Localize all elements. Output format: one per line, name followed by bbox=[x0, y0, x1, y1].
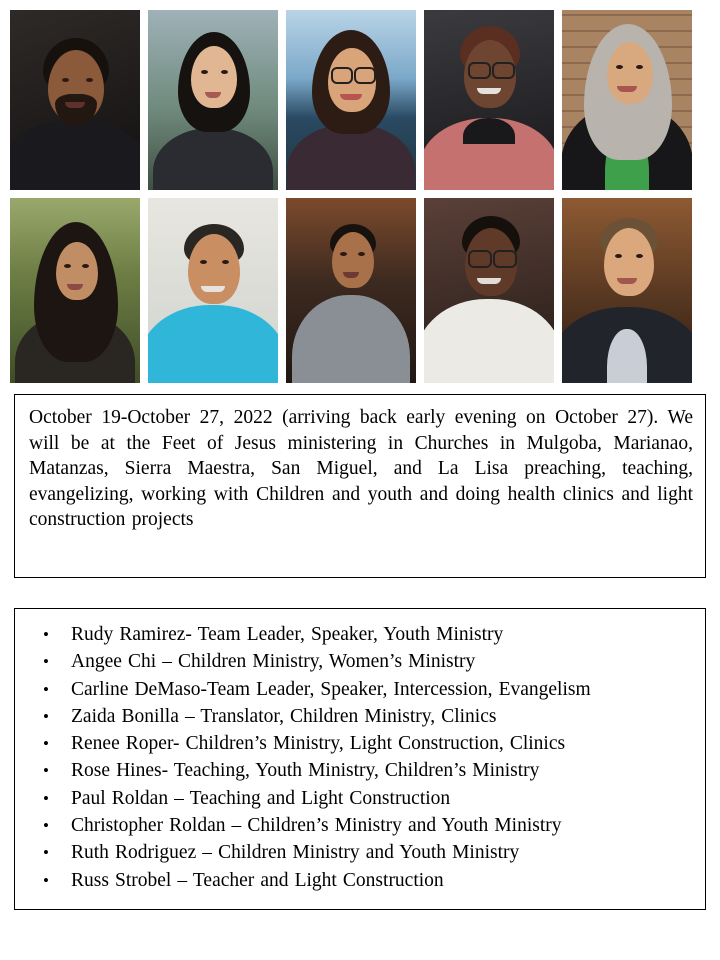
list-item bbox=[25, 812, 695, 839]
photo-mouth bbox=[477, 278, 501, 284]
photo-glasses-left bbox=[331, 67, 353, 84]
photo-glasses-left bbox=[468, 250, 492, 268]
photo-eye-right bbox=[636, 254, 643, 258]
list-item bbox=[25, 785, 695, 812]
photo-face bbox=[188, 234, 240, 304]
photo-mouth bbox=[477, 88, 501, 94]
photo-face bbox=[604, 228, 654, 296]
photo-rose-hines bbox=[10, 198, 140, 383]
list-item bbox=[25, 730, 695, 757]
bullet-icon: • bbox=[43, 652, 49, 672]
photo-angee-chi bbox=[148, 10, 278, 190]
bullet-icon: • bbox=[43, 625, 49, 644]
photo-mouth bbox=[201, 286, 225, 292]
bullet-icon: • bbox=[43, 843, 49, 863]
photo-row-2 bbox=[10, 198, 710, 383]
photo-paul-roldan bbox=[148, 198, 278, 383]
team-member-label: Rose Hines- Teaching, Youth Ministry, Children’s Ministry bbox=[71, 760, 540, 782]
list-item bbox=[25, 757, 695, 784]
photo-eye-left bbox=[62, 78, 69, 82]
photo-russ-strobel bbox=[562, 198, 692, 383]
photo-renee-roper bbox=[562, 10, 692, 190]
photo-christopher-roldan bbox=[286, 198, 416, 383]
bullet-icon: • bbox=[43, 706, 49, 726]
photo-eye-right bbox=[358, 252, 365, 256]
photo-ruth-rodriguez bbox=[424, 198, 554, 383]
list-item bbox=[25, 839, 695, 866]
photo-eye-left bbox=[340, 252, 347, 256]
team-member-label: Paul Roldan – Teaching and Light Construction bbox=[71, 787, 451, 809]
photo-eye-left bbox=[200, 260, 207, 264]
team-member-label: Angee Chi – Children Ministry, Women’s Ministry bbox=[71, 651, 476, 673]
photo-eye-right bbox=[222, 260, 229, 264]
team-member-label: Renee Roper- Children’s Ministry, Light Construction, Clinics bbox=[71, 733, 566, 755]
bullet-icon: • bbox=[43, 788, 49, 808]
bullet-icon: • bbox=[43, 870, 49, 890]
photo-eye-right bbox=[86, 78, 93, 82]
team-member-label: Carline DeMaso-Team Leader, Speaker, Intercession, Evangelism bbox=[71, 678, 591, 700]
photo-glasses-right bbox=[493, 250, 517, 268]
bullet-icon: • bbox=[43, 761, 49, 781]
bullet-icon: • bbox=[43, 816, 49, 836]
photo-mouth bbox=[340, 94, 362, 100]
photo-eye-left bbox=[64, 264, 71, 268]
photo-mouth bbox=[617, 278, 637, 284]
photo-torso bbox=[148, 305, 278, 383]
photo-face bbox=[607, 42, 653, 104]
photo-eye-left bbox=[201, 70, 208, 74]
photo-face bbox=[191, 46, 237, 108]
team-member-label: Rudy Ramirez- Team Leader, Speaker, Youth Ministry bbox=[71, 624, 504, 645]
photo-face bbox=[56, 242, 98, 300]
photo-rudy-ramirez bbox=[10, 10, 140, 190]
photo-torso bbox=[424, 299, 554, 383]
team-member-label: Russ Strobel – Teacher and Light Construction bbox=[71, 869, 444, 891]
team-member-label: Christopher Roldan – Children’s Ministry and Youth Ministry bbox=[71, 815, 562, 837]
team-roster-list bbox=[25, 621, 695, 894]
list-item bbox=[25, 676, 695, 703]
team-member-label: Zaida Bonilla – Translator, Children Ministry, Clinics bbox=[71, 705, 497, 727]
photo-eye-right bbox=[221, 70, 228, 74]
photo-glasses-right bbox=[492, 62, 515, 79]
bullet-icon: • bbox=[43, 734, 49, 754]
photo-eye-right bbox=[82, 264, 89, 268]
list-item bbox=[25, 703, 695, 730]
photo-glasses-left bbox=[468, 62, 491, 79]
photo-face bbox=[332, 232, 374, 288]
photo-eye-left bbox=[616, 65, 623, 69]
list-item bbox=[25, 867, 695, 894]
photo-eye-left bbox=[615, 254, 622, 258]
trip-description-box bbox=[14, 394, 706, 578]
photo-eye-right bbox=[636, 65, 643, 69]
trip-description-text: October 19-October 27, 2022 (arriving back early evening on October 27). We will be at the Feet of Jesus ministering in Churches in Mulgoba, Marianao, Matanzas, Sierra Maestra, San Miguel, and La Lisa preaching, teaching, evangelizing, working with Children and youth and doing health clinics and light construction projects bbox=[29, 407, 693, 530]
list-item bbox=[25, 621, 695, 648]
photo-mouth bbox=[65, 102, 85, 108]
photo-mouth bbox=[617, 86, 637, 92]
photo-glasses-right bbox=[354, 67, 376, 84]
photo-zaida-bonilla bbox=[424, 10, 554, 190]
bullet-icon: • bbox=[43, 679, 49, 699]
photo-grid bbox=[10, 10, 710, 391]
photo-torso bbox=[10, 120, 140, 190]
team-member-label: Ruth Rodriguez – Children Ministry and Youth Ministry bbox=[71, 842, 520, 864]
photo-row-1 bbox=[10, 10, 710, 190]
photo-carline-demaso bbox=[286, 10, 416, 190]
team-roster-box bbox=[14, 608, 706, 910]
list-item bbox=[25, 648, 695, 675]
